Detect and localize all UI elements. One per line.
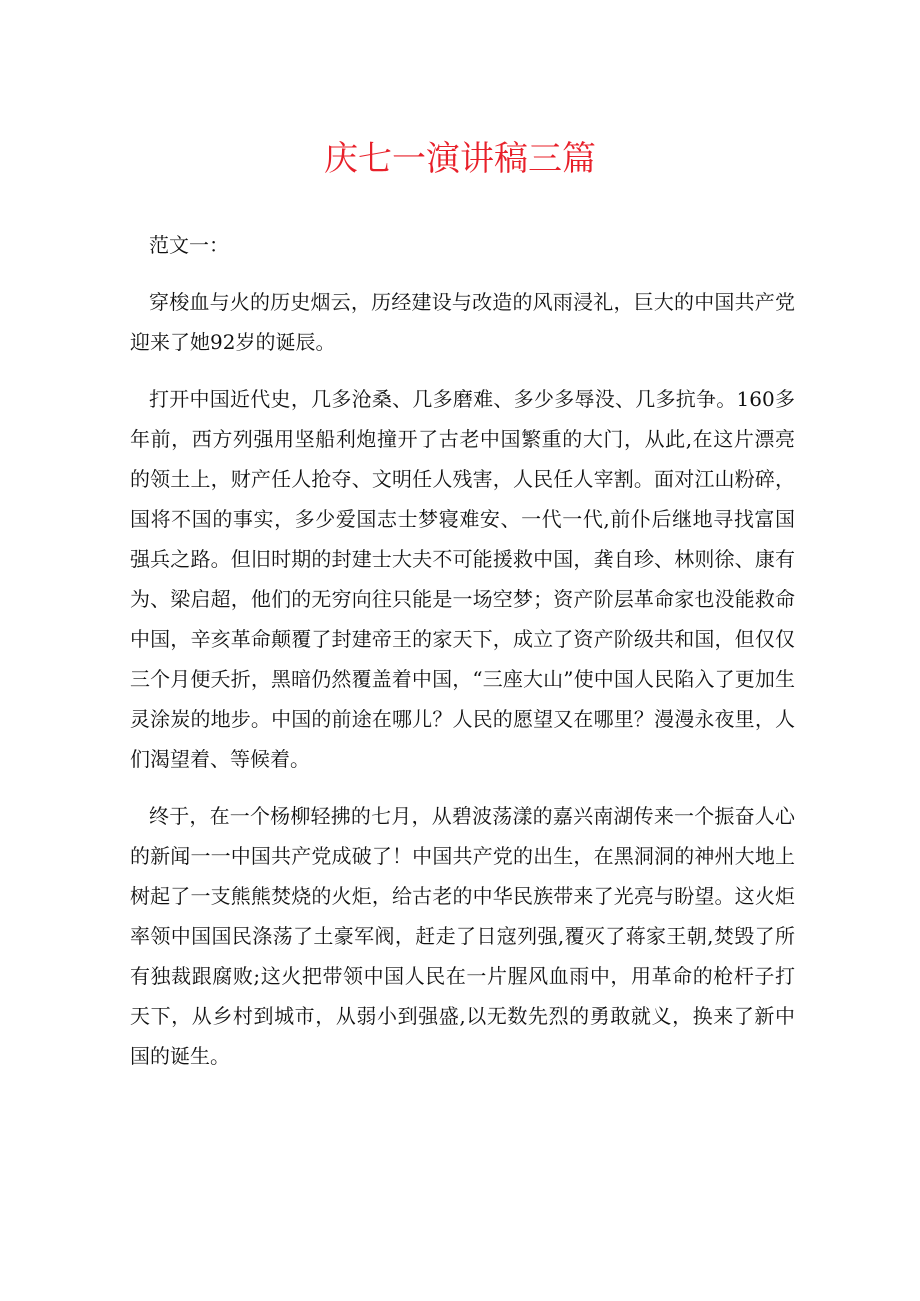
document-body [130,225,795,1093]
page-title: 庆七一演讲稿三篇 [324,139,596,179]
paragraph-1: 穿梭血与火的历史烟云，历经建设与改造的风雨浸礼，巨大的中国共产党迎来了她92岁的诞辰。 [130,290,795,354]
paragraph-2: 打开中国近代史，几多沧桑、几多磨难、多少多辱没、几多抗争。160多年前，西方列强用坚船利炮撞开了古老中国繁重的大门，从此,在这片漂亮的领土上，财产任人抢夺、文明任人残害，人民任人宰割。面对江山粉碎，国将不国的事实，多少爱国志士梦寝难安、一代一代,前仆后继地寻找富国强兵之路。但旧时期的封建士大夫不可能援救中国，龚自珍、林则徐、康有为、梁启超，他们的无穷向往只能是一场空梦；资产阶层革命家也没能救命中国，辛亥革命颠覆了封建帝王的家天下，成立了资产阶级共和国，但仅仅三个月便夭折，黑暗仍然覆盖着中国，“三座大山”使中国人民陷入了更加生灵涂炭的地步。中国的前途在哪儿？人民的愿望又在哪里？漫漫永夜里，人们渴望着、等候着。 [130,387,795,771]
section-label: 范文一： [149,233,229,257]
paragraph-3: 终于，在一个杨柳轻拂的七月，从碧波荡漾的嘉兴南湖传来一个振奋人心的新闻一一中国共产党成破了！中国共产党的出生，在黑洞洞的神州大地上树起了一支熊熊焚烧的火炬，给古老的中华民族带来了光亮与盼望。这火炬率领中国国民涤荡了土豪军阀，赶走了日寇列强,覆灭了蒋家王朝,焚毁了所有独裁跟腐败;这火把带领中国人民在一片腥风血雨中，用革命的枪杆子打天下，从乡村到城市，从弱小到强盛,以无数先烈的勇敢就义，换来了新中国的诞生。 [130,804,795,1068]
